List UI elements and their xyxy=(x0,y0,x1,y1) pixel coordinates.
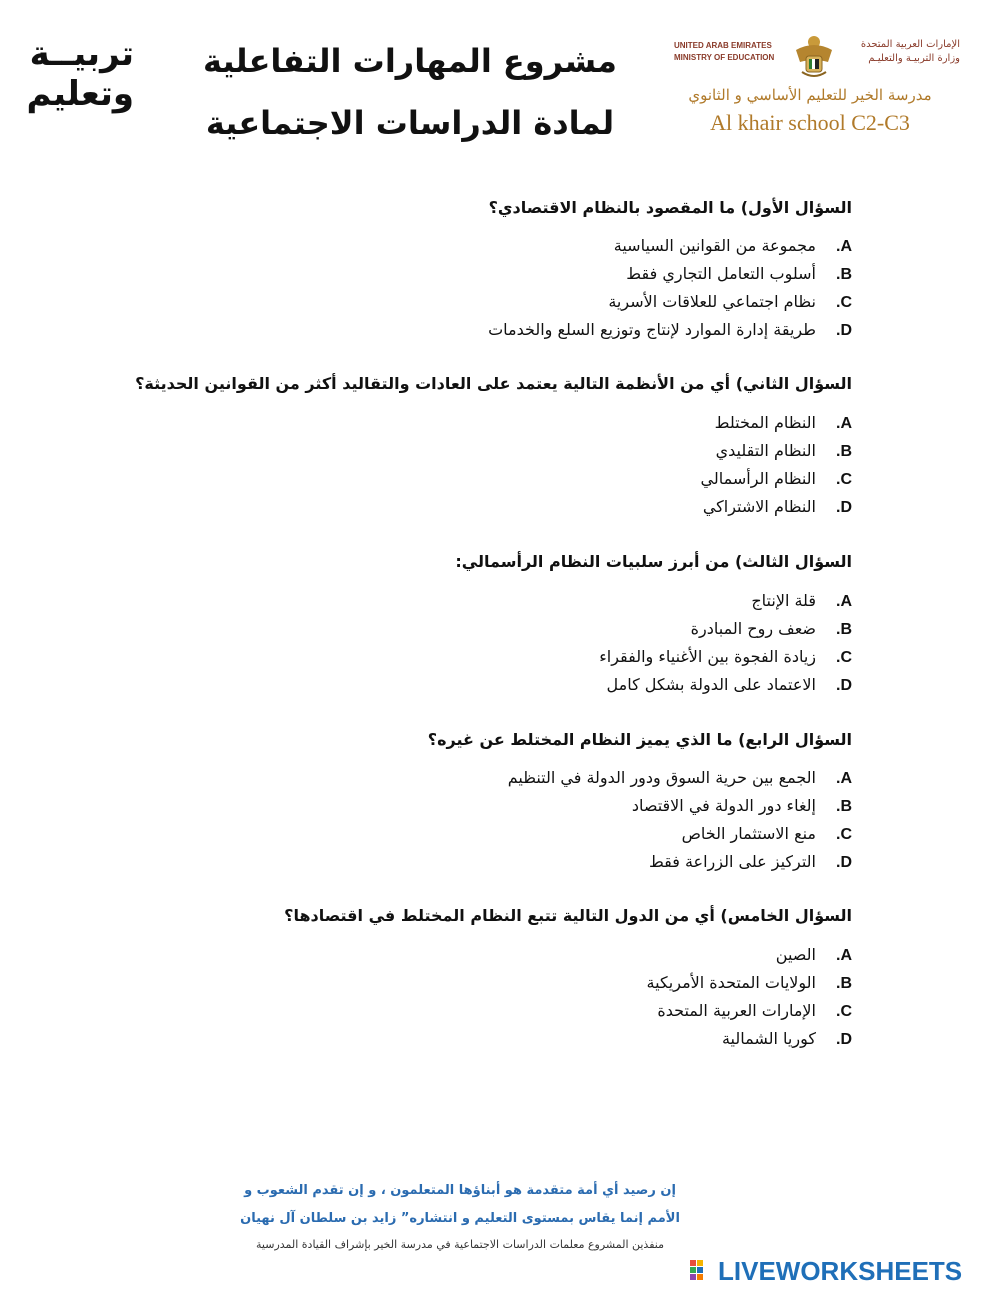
option-5a[interactable] xyxy=(776,942,852,968)
option-text: الجمع بين حرية السوق ودور الدولة في التنظيم xyxy=(507,768,816,787)
option-letter: A. xyxy=(835,770,852,787)
option-letter: D. xyxy=(835,1031,852,1048)
school-name-en: Al khair school C2-C3 xyxy=(710,110,910,135)
option-4c[interactable] xyxy=(682,821,852,847)
option-text: أسلوب التعامل التجاري فقط xyxy=(626,264,816,283)
option-5c[interactable] xyxy=(657,998,852,1024)
option-letter: A. xyxy=(835,415,852,432)
option-3a[interactable] xyxy=(751,588,852,614)
option-4b[interactable] xyxy=(632,793,852,819)
option-text: زيادة الفجوة بين الأغنياء والفقراء xyxy=(599,647,816,666)
option-letter: D. xyxy=(835,677,852,694)
option-5b[interactable] xyxy=(647,970,852,996)
option-text: منع الاستثمار الخاص xyxy=(681,824,816,843)
option-letter: D. xyxy=(835,499,852,516)
option-text: مجموعة من القوانين السياسية xyxy=(613,236,816,255)
liveworksheets-brand[interactable] xyxy=(690,1256,990,1286)
option-text: طريقة إدارة الموارد لإنتاج وتوزيع السلع والخدمات xyxy=(488,320,816,339)
option-2b[interactable] xyxy=(716,438,852,464)
option-letter: B. xyxy=(835,621,852,638)
option-text: الاعتماد على الدولة بشكل كامل xyxy=(606,675,816,694)
option-text: قلة الإنتاج xyxy=(751,591,816,610)
quote-line-1: إن رصيد أي أمة متقدمة هو أبناؤها المتعلمون ، و إن تقدم الشعوب و xyxy=(244,1183,676,1198)
quote-line-2: الأمم إنما يقاس بمستوى التعليم و انتشاره” زايد بن سلطان آل نهيان xyxy=(240,1211,680,1226)
title-line-2: لمادة الدراسات الاجتماعية xyxy=(205,104,615,142)
option-letter: B. xyxy=(835,798,852,815)
title-line-1: مشروع المهارات التفاعلية xyxy=(203,42,617,80)
question-2: السؤال الثاني) أي من الأنظمة التالية يعتمد على العادات والتقاليد أكثر من القوانين الحديثة؟ xyxy=(135,374,852,393)
option-text: التركيز على الزراعة فقط xyxy=(648,852,816,871)
option-text: كوريا الشمالية xyxy=(721,1029,816,1048)
option-text: النظام المختلط xyxy=(714,413,816,432)
question-4: السؤال الرابع) ما الذي يميز النظام المختلط عن غيره؟ xyxy=(427,730,852,749)
brand-name: LIVEWORKSHEETS xyxy=(718,1256,963,1286)
logo-line-1: تربيــة xyxy=(29,34,134,74)
option-3b[interactable] xyxy=(691,616,852,642)
ministry-name-en xyxy=(674,40,800,64)
option-letter: C. xyxy=(835,471,852,488)
option-letter: C. xyxy=(835,294,852,311)
option-letter: A. xyxy=(835,593,852,610)
option-2c[interactable] xyxy=(701,466,852,492)
question-5: السؤال الخامس) أي من الدول التالية تتبع النظام المختلط في اقتصادها؟ xyxy=(284,906,852,925)
option-letter: C. xyxy=(835,1003,852,1020)
option-text: إلغاء دور الدولة في الاقتصاد xyxy=(631,796,816,815)
tarbiya-logo xyxy=(26,34,134,114)
ministry-ar-line-1: الإمارات العربية المتحدة xyxy=(860,39,960,50)
page-title xyxy=(160,30,660,154)
option-text: الصين xyxy=(775,945,816,964)
option-text: نظام اجتماعي للعلاقات الأسرية xyxy=(608,292,816,311)
ministry-en-line-2: MINISTRY OF EDUCATION xyxy=(674,53,775,62)
option-text: الإمارات العربية المتحدة xyxy=(657,1001,816,1020)
option-text: النظام التقليدي xyxy=(715,441,816,460)
ministry-ar-line-2: وزارة التربيـة والتعليـم xyxy=(868,53,960,64)
uae-emblem-icon xyxy=(792,32,836,82)
question-3: السؤال الثالث) من أبرز سلبيات النظام الرأسمالي: xyxy=(455,552,852,571)
question-1: السؤال الأول) ما المقصود بالنظام الاقتصادي؟ xyxy=(488,198,852,217)
footer-credit: منفذين المشروع معلمات الدراسات الاجتماعية في مدرسة الخير بإشراف القيادة المدرسية xyxy=(256,1238,664,1251)
option-1b[interactable] xyxy=(626,261,852,287)
option-letter: C. xyxy=(835,649,852,666)
option-1a[interactable] xyxy=(614,233,852,259)
option-letter: A. xyxy=(835,947,852,964)
option-5d[interactable] xyxy=(722,1026,852,1052)
option-letter: A. xyxy=(835,238,852,255)
school-name-ar: مدرسة الخير للتعليم الأساسي و الثانوي xyxy=(688,86,932,104)
ministry-name-ar xyxy=(844,38,960,66)
option-2d[interactable] xyxy=(703,494,852,520)
option-text: النظام الاشتراكي xyxy=(702,497,816,516)
option-1d[interactable] xyxy=(488,317,852,343)
option-text: النظام الرأسمالي xyxy=(700,469,816,488)
ministry-en-line-1: UNITED ARAB EMIRATES xyxy=(674,41,772,50)
option-letter: B. xyxy=(835,266,852,283)
ministry-logo xyxy=(660,32,960,92)
option-1c[interactable] xyxy=(608,289,852,315)
logo-line-2: وتعليم xyxy=(26,74,134,114)
option-letter: B. xyxy=(835,443,852,460)
option-2a[interactable] xyxy=(715,410,852,436)
option-letter: D. xyxy=(835,854,852,871)
liveworksheets-logo-icon xyxy=(690,1260,712,1282)
option-letter: B. xyxy=(835,975,852,992)
option-4a[interactable] xyxy=(508,765,852,791)
option-text: ضعف روح المبادرة xyxy=(690,619,816,638)
option-3c[interactable] xyxy=(599,644,852,670)
option-text: الولايات المتحدة الأمريكية xyxy=(646,973,816,992)
option-letter: D. xyxy=(835,322,852,339)
option-letter: C. xyxy=(835,826,852,843)
option-3d[interactable] xyxy=(607,672,852,698)
option-4d[interactable] xyxy=(649,849,852,875)
